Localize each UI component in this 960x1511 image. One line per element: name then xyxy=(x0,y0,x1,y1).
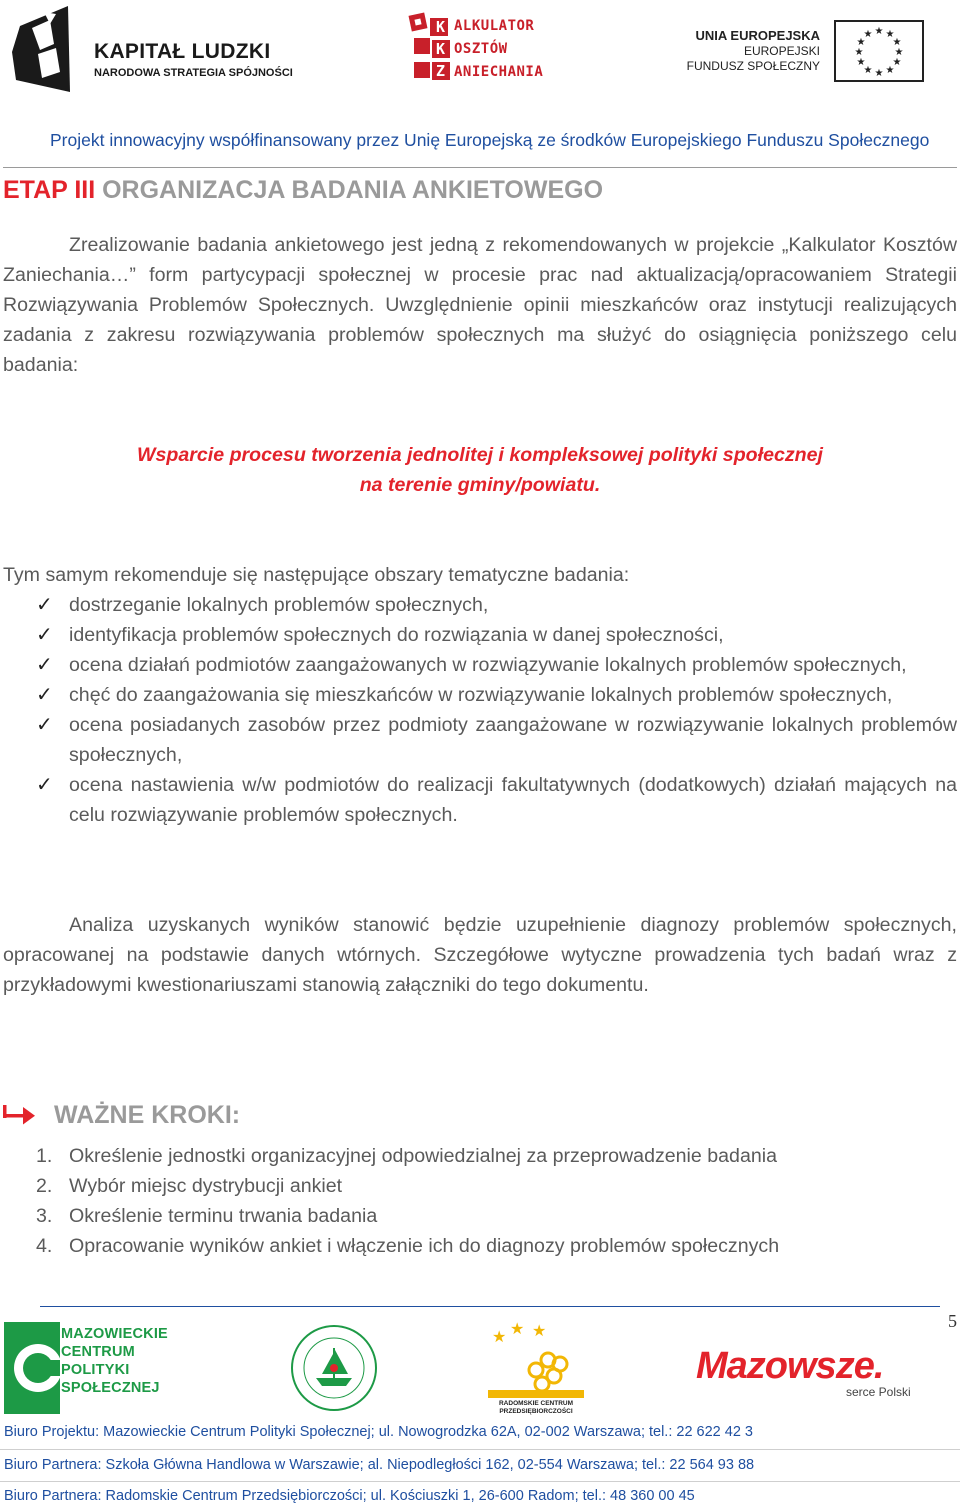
important-steps-list xyxy=(3,1141,957,1261)
svg-text:★: ★ xyxy=(863,29,873,40)
rcp-logo xyxy=(488,1320,584,1416)
list-item: ✓ ocena nastawienia w/w podmiotów do realizacji fakultatywnych (dodatkowych) działań mających na celu rozwiązywanie problemów społecznych. xyxy=(3,770,957,830)
ue-line-3: FUNDUSZ SPOŁECZNY xyxy=(686,59,820,73)
mcps-line-1: MAZOWIECKIE xyxy=(61,1326,168,1342)
svg-text:★: ★ xyxy=(874,26,884,37)
kapital-ludzki-title: KAPITAŁ LUDZKI xyxy=(94,40,271,63)
svg-text:★: ★ xyxy=(892,37,902,48)
section-title: ORGANIZACJA BADANIA ANKIETOWEGO xyxy=(102,176,604,204)
eu-flag-icon xyxy=(834,20,924,82)
arrow-right-icon xyxy=(3,1105,35,1127)
svg-text:★: ★ xyxy=(856,57,866,68)
mcps-line-3: POLITYKI xyxy=(61,1362,130,1378)
kalkulator-kosztow-logo xyxy=(408,12,558,84)
areas-intro: Tym samym rekomenduje się następujące obszary tematyczne badania: xyxy=(3,564,630,586)
svg-text:★: ★ xyxy=(874,68,884,79)
footer-project-office: Biuro Projektu: Mazowieckie Centrum Polityki Społecznej; ul. Nowogrodzka 62A, 02-002 Warszawa; tel.: 22 622 42 3 xyxy=(4,1424,753,1440)
mcps-line-2: CENTRUM xyxy=(61,1344,135,1360)
kalkulator-line-2: OSZTÓW xyxy=(454,41,508,57)
list-item: 4. Opracowanie wyników ankiet i włączenie ich do diagnozy problemów społecznych xyxy=(36,1235,780,1257)
important-title: WAŻNE KROKI: xyxy=(54,1101,241,1129)
goal-line-2: na terenie gminy/powiatu. xyxy=(359,474,601,496)
unia-europejska-logo xyxy=(686,20,926,85)
svg-text:★: ★ xyxy=(510,1320,525,1338)
header-divider xyxy=(3,167,957,168)
intro-paragraph-text: Zrealizowanie badania ankietowego jest jedną z rekomendowanych w projekcie „Kalkulator Kosztów Zaniechania…” form partycypacji społecznej w procesie prac nad aktualizacją/opracowaniem Strategii Rozwiązywania Problemów Społecznych. Uwzględnienie opinii mieszkańców oraz instytucji realizujących zadania z zakresu rozwiązywania problemów społecznych ma służyć do osiągnięcia poniższego celu badania: xyxy=(3,234,957,376)
mazowsze-logo xyxy=(696,1345,926,1401)
list-item: 3. Określenie terminu trwania badania xyxy=(36,1205,378,1227)
list-item: ✓ ocena działań podmiotów zaangażowanych w rozwiązywanie lokalnych problemów społecznych, xyxy=(3,650,957,680)
list-item: ✓ chęć do zaangażowania się mieszkańców w rozwiązywanie lokalnych problemów społecznych, xyxy=(3,680,957,710)
svg-text:★: ★ xyxy=(854,47,864,58)
goal-line-1: Wsparcie procesu tworzenia jednolitej i kompleksowej polityki społecznej xyxy=(137,444,823,466)
etap-label: ETAP III xyxy=(3,176,96,204)
checkmark-icon: ✓ xyxy=(36,594,53,616)
mcps-line-4: SPOŁECZNEJ xyxy=(61,1380,160,1396)
checkmark-icon: ✓ xyxy=(36,774,53,796)
thematic-areas-list xyxy=(3,590,957,830)
list-item: ✓ dostrzeganie lokalnych problemów społecznych, xyxy=(3,590,957,620)
checkmark-icon: ✓ xyxy=(36,684,53,706)
footer-separator-1 xyxy=(0,1449,960,1450)
mcps-emblem-icon xyxy=(4,1322,60,1414)
list-item: 2. Wybór miejsc dystrybucji ankiet xyxy=(36,1175,343,1197)
checkmark-icon: ✓ xyxy=(36,654,53,676)
mazowsze-tagline: serce Polski xyxy=(846,1385,911,1399)
project-cofinancing-line: Projekt innowacyjny współfinansowany przez Unię Europejską ze środków Europejskiego Funduszu Społecznego xyxy=(50,130,930,150)
rcp-stars-icon xyxy=(488,1320,584,1398)
kapital-ludzki-subtitle: NARODOWA STRATEGIA SPÓJNOŚCI xyxy=(94,67,293,79)
rcp-line-1: RADOMSKIE CENTRUM xyxy=(498,1400,574,1407)
mazowsze-wordmark: Mazowsze. xyxy=(696,1345,884,1387)
sgh-seal-icon xyxy=(286,1322,382,1414)
kapital-ludzki-emblem-icon xyxy=(10,6,90,96)
ue-line-1: UNIA EUROPEJSKA xyxy=(695,28,820,43)
svg-text:★: ★ xyxy=(894,47,904,58)
kalkulator-line-3: ANIECHANIA xyxy=(454,64,544,80)
svg-text:★: ★ xyxy=(892,57,902,68)
kalkulator-initial-2: K xyxy=(436,40,446,58)
footer-separator-2 xyxy=(0,1481,960,1482)
footer-partner-sgh: Biuro Partnera: Szkoła Główna Handlowa w Warszawie; al. Niepodległości 162, 02-554 Warszawa; tel.: 22 564 93 88 xyxy=(4,1457,755,1473)
analysis-paragraph-text: Analiza uzyskanych wyników stanowić będzie uzupełnienie diagnozy problemów społecznych, opracowanej na podstawie danych wtórnych. Szczegółowe wytyczne prowadzenia tych badań wraz z przykładowymi kwestionariuszami stanowią załączniki do tego dokumentu. xyxy=(3,914,957,996)
intro-paragraph xyxy=(3,230,957,380)
svg-text:★: ★ xyxy=(885,29,895,40)
svg-text:★: ★ xyxy=(885,65,895,76)
kalkulator-initial-1: K xyxy=(436,18,446,36)
footer-partner-rcp: Biuro Partnera: Radomskie Centrum Przedsiębiorczości; ul. Kościuszki 1, 26-600 Radom; tel.: 48 360 00 45 xyxy=(4,1488,695,1504)
page-number: 5 xyxy=(948,1311,957,1331)
section-heading xyxy=(3,176,603,205)
ue-line-2: EUROPEJSKI xyxy=(743,44,820,58)
important-steps-heading xyxy=(3,1100,403,1134)
mcps-logo xyxy=(4,1322,174,1414)
kalkulator-initial-3: Z xyxy=(436,62,446,80)
list-item: ✓ ocena posiadanych zasobów przez podmioty zaangażowane w rozwiązywanie lokalnych problemów społecznych, xyxy=(3,710,957,770)
svg-text:★: ★ xyxy=(863,65,873,76)
checkmark-icon: ✓ xyxy=(36,714,53,736)
rcp-line-2: PRZEDSIĘBIORCZOŚCI xyxy=(499,1408,573,1415)
list-item: ✓ identyfikacja problemów społecznych do rozwiązania w danej społeczności, xyxy=(3,620,957,650)
svg-text:★: ★ xyxy=(492,1327,507,1346)
svg-text:★: ★ xyxy=(856,37,866,48)
checkmark-icon: ✓ xyxy=(36,624,53,646)
analysis-paragraph xyxy=(3,910,957,1000)
kalkulator-line-1: ALKULATOR xyxy=(454,18,535,34)
list-item: 1. Określenie jednostki organizacyjnej odpowiedzialnej za przeprowadzenie badania xyxy=(36,1145,777,1167)
kapital-ludzki-logo xyxy=(10,6,310,96)
footer-divider xyxy=(40,1306,940,1307)
research-goal xyxy=(0,440,960,500)
kalkulator-blocks-icon xyxy=(408,12,454,84)
svg-text:★: ★ xyxy=(532,1321,547,1340)
